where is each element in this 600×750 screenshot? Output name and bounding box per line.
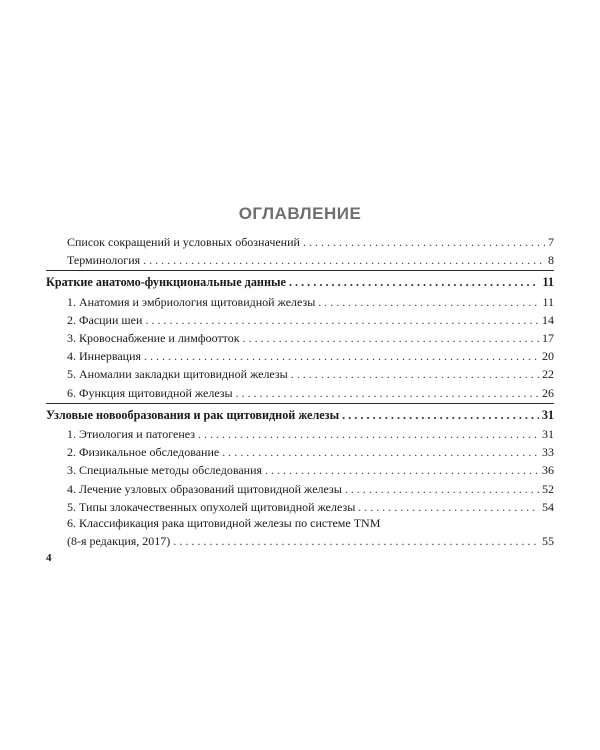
toc-item-page: 33	[542, 445, 554, 460]
leader-dots	[236, 384, 539, 402]
leader-dots	[345, 480, 539, 498]
toc-item[interactable]	[46, 425, 554, 443]
toc-item-page: 11	[542, 294, 554, 309]
toc-item-wrapped[interactable]	[46, 516, 554, 550]
toc-item-page: 26	[542, 385, 554, 400]
toc-item-page: 31	[542, 427, 554, 442]
toc-entry-terminology[interactable]	[46, 251, 554, 269]
toc-item-page: 17	[542, 331, 554, 346]
toc-section-title: Краткие анатомо-функциональные данные	[46, 275, 286, 290]
toc-item-text: 3. Кровоснабжение и лимфоотток	[67, 331, 240, 346]
toc-entry-text: Список сокращений и условных обозначений	[67, 235, 300, 249]
toc-item-page: 20	[542, 349, 554, 364]
toc-item-page: 22	[542, 367, 554, 382]
toc-item[interactable]	[46, 480, 554, 498]
toc-item[interactable]	[46, 329, 554, 347]
leader-dots	[289, 273, 540, 291]
leader-dots	[291, 365, 539, 383]
leader-dots	[144, 347, 539, 365]
toc-entry-abbreviations[interactable]	[46, 233, 554, 251]
toc-item-text: 1. Этиология и патогенез	[67, 427, 195, 442]
toc-item-text: 4. Лечение узловых образований щитовидной железы	[67, 481, 342, 496]
toc-item-text-line2: (8-я редакция, 2017)	[67, 533, 171, 548]
table-of-contents	[46, 233, 554, 550]
toc-item[interactable]	[46, 293, 554, 311]
toc-item-text: 1. Анатомия и эмбриология щитовидной железы	[67, 294, 316, 309]
leader-dots	[198, 425, 539, 443]
toc-entry-text: Терминология	[67, 253, 141, 268]
toc-section-page: 31	[541, 407, 554, 422]
toc-item-page: 54	[542, 499, 554, 514]
leader-dots	[318, 293, 539, 311]
toc-item-text: 2. Физикальное обследование	[67, 445, 220, 460]
leader-dots	[243, 329, 539, 347]
toc-item[interactable]	[46, 461, 554, 479]
toc-item-page: 14	[542, 312, 554, 327]
toc-item-text: 5. Аномалии закладки щитовидной железы	[67, 367, 288, 382]
toc-item-page: 36	[542, 463, 554, 478]
toc-item-page: 55	[542, 533, 554, 548]
leader-dots	[173, 532, 539, 550]
toc-item-text: 6. Функция щитовидной железы	[67, 385, 233, 400]
leader-dots	[265, 461, 539, 479]
toc-item-text-line1: 6. Классификация рака щитовидной железы по системе TNM	[67, 516, 381, 531]
leader-dots	[358, 498, 539, 516]
toc-item[interactable]	[46, 311, 554, 329]
page-number: 4	[46, 552, 52, 564]
toc-item-text: 5. Типы злокачественных опухолей щитовидной железы	[67, 499, 356, 514]
toc-item-page: 52	[542, 481, 554, 496]
toc-section-title: Узловые новообразования и рак щитовидной железы	[46, 407, 340, 422]
toc-section-anatomy[interactable]	[46, 270, 554, 292]
toc-item-text: 3. Специальные методы обследования	[67, 463, 263, 478]
toc-section-page: 11	[542, 275, 554, 290]
leader-dots	[145, 311, 539, 329]
toc-section-nodules-cancer[interactable]	[46, 403, 554, 425]
toc-entry-page: 7	[548, 235, 554, 249]
toc-item[interactable]	[46, 365, 554, 383]
toc-entry-page: 8	[548, 253, 554, 268]
toc-item-text: 2. Фасции шеи	[67, 312, 143, 327]
toc-item[interactable]	[46, 347, 554, 365]
toc-title: ОГЛАВЛЕНИЕ	[238, 204, 362, 223]
leader-dots	[222, 443, 539, 461]
leader-dots	[143, 251, 545, 269]
toc-item[interactable]	[46, 443, 554, 461]
toc-item[interactable]	[46, 498, 554, 516]
toc-item[interactable]	[46, 384, 554, 402]
toc-item-continuation	[67, 532, 554, 550]
toc-item-text: 4. Иннервация	[67, 349, 142, 364]
leader-dots	[342, 406, 539, 424]
leader-dots	[303, 233, 545, 251]
